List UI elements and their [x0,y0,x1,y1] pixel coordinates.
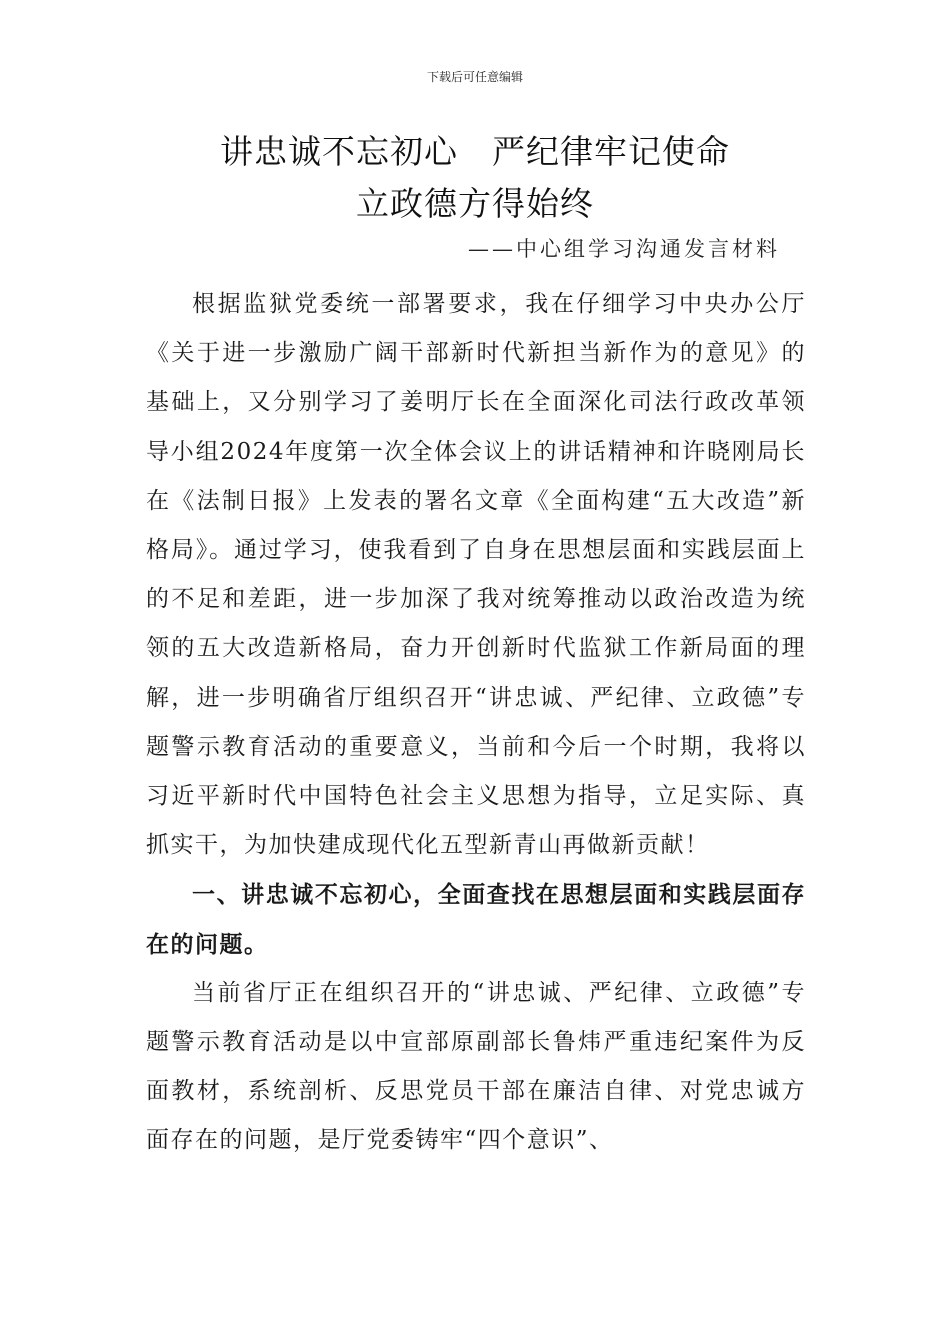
document-subtitle: ——中心组学习沟通发言材料 [468,237,780,261]
document-title-line-2: 立政德方得始终 [356,184,594,223]
header-note: 下载后可任意编辑 [426,70,523,84]
body-paragraph-section-1: 当前省厅正在组织召开的“讲忠诚、严纪律、立政德”专题警示教育活动是以中宣部原副部长鲁炜严重违纪案件为反面教材，系统剖析、反思党员干部在廉洁自律、对党忠诚方面存在的问题，是厅党委铸牢“四个意识”、 [146,979,806,1154]
section-heading-1: 一、讲忠诚不忘初心，全面查找在思想层面和实践层面存在的问题。 [146,881,806,958]
document-body [146,280,806,1166]
body-paragraph-intro: 根据监狱党委统一部署要求，我在仔细学习中央办公厅《关于进一步激励广阔干部新时代新担当新作为的意见》的基础上，又分别学习了姜明厅长在全面深化司法行政改革领导小组2024年度第一次全体会议上的讲话精神和许晓刚局长在《法制日报》上发表的署名文章《全面构建“五大改造”新格局》。通过学习，使我看到了自身在思想层面和实践层面上的不足和差距，进一步加深了我对统筹推动以政治改造为统领的五大改造新格局，奋力开创新时代监狱工作新局面的理解，进一步明确省厅组织召开“讲忠诚、严纪律、立政德”专题警示教育活动的重要意义，当前和今后一个时期，我将以习近平新时代中国特色社会主义思想为指导，立足实际、真抓实干，为加快建成现代化五型新青山再做新贡献！ [146,291,806,859]
document-title-line-1: 讲忠诚不忘初心 严纪律牢记使命 [220,132,730,171]
